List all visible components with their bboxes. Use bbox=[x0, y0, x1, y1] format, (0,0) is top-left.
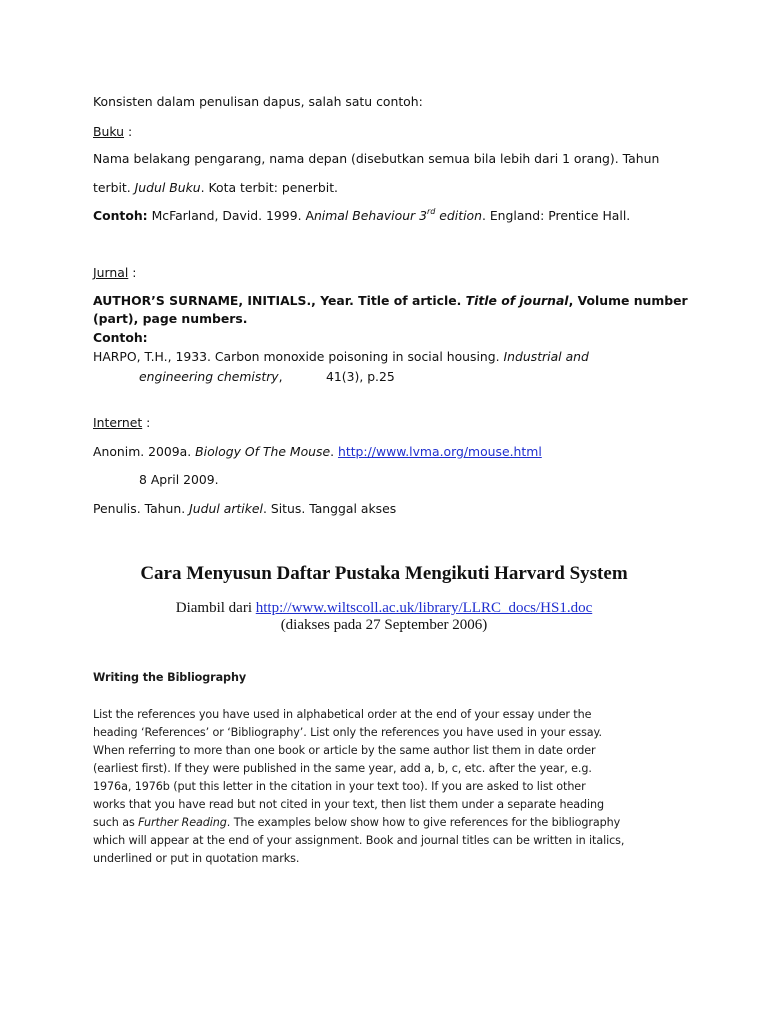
buku-example-label: Contoh: bbox=[93, 208, 148, 223]
internet-example-author: Anonim. 2009a. bbox=[93, 444, 196, 459]
bibliography-line: heading ‘References’ or ‘Bibliography’. List only the references you have used in your essay. bbox=[93, 726, 602, 739]
internet-heading-label: Internet bbox=[93, 415, 143, 430]
harvard-title: Cara Menyusun Daftar Pustaka Mengikuti Harvard System bbox=[140, 563, 628, 584]
jurnal-heading-colon: : bbox=[128, 265, 137, 280]
internet-format-text: Penulis. Tahun. bbox=[93, 501, 190, 516]
internet-example-title: Biology Of The Mouse bbox=[195, 444, 331, 459]
bibliography-further-reading: Further Reading bbox=[138, 816, 227, 829]
internet-example bbox=[93, 444, 542, 459]
bibliography-line: works that you have read but not cited in your text, then list them under a separate heading bbox=[93, 798, 604, 811]
harvard-source-link[interactable]: http://www.wiltscoll.ac.uk/library/LLRC_docs/HS1.doc bbox=[255, 600, 593, 616]
buku-format-line1: Nama belakang pengarang, nama depan (disebutkan semua bila lebih dari 1 orang). Tahun bbox=[93, 151, 660, 166]
internet-format-text-end: . Situs. Tanggal akses bbox=[262, 501, 397, 516]
jurnal-example-volume: 41(3), p.25 bbox=[326, 369, 395, 384]
bibliography-line: (earliest first). If they were published in the same year, add a, b, c, etc. after the year, e.g. bbox=[93, 762, 592, 775]
buku-heading-label: Buku bbox=[93, 124, 125, 139]
buku-format-text: terbit. bbox=[93, 180, 135, 195]
bibliography-line: When referring to more than one book or article by the same author list them in date order bbox=[93, 744, 596, 757]
jurnal-example-line2 bbox=[139, 369, 283, 384]
jurnal-heading bbox=[93, 265, 136, 280]
jurnal-format-text: AUTHOR’S SURNAME, INITIALS., Year. Title of article. bbox=[93, 293, 466, 308]
bibliography-line: which will appear at the end of your assignment. Book and journal titles can be written in italics, bbox=[93, 834, 625, 847]
internet-format-title: Judul artikel bbox=[189, 501, 263, 516]
buku-format-text-end: . Kota terbit: penerbit. bbox=[200, 180, 338, 195]
jurnal-example-author: HARPO, T.H., 1933. Carbon monoxide poisoning in social housing. bbox=[93, 349, 504, 364]
bibliography-heading: Writing the Bibliography bbox=[93, 671, 247, 684]
bibliography-line: underlined or put in quotation marks. bbox=[93, 852, 300, 865]
harvard-source-prefix: Diambil dari bbox=[175, 600, 256, 616]
buku-format-line2 bbox=[93, 180, 338, 195]
jurnal-example-label: Contoh: bbox=[93, 330, 148, 345]
internet-example-date: 8 April 2009. bbox=[139, 472, 219, 487]
bibliography-line-text: such as bbox=[93, 816, 139, 829]
jurnal-format-line2: (part), page numbers. bbox=[93, 311, 248, 326]
bibliography-line: List the references you have used in alphabetical order at the end of your essay under the bbox=[93, 708, 592, 721]
internet-heading bbox=[93, 415, 150, 430]
buku-format-title: Judul Buku bbox=[134, 180, 201, 195]
buku-example-edition: edition bbox=[435, 208, 482, 223]
jurnal-format-journal: Title of journal bbox=[465, 293, 569, 308]
buku-example bbox=[93, 207, 630, 223]
buku-example-publisher: . England: Prentice Hall. bbox=[481, 208, 631, 223]
buku-heading bbox=[93, 124, 132, 139]
harvard-source bbox=[0, 600, 768, 617]
bibliography-line-text-end: . The examples below show how to give references for the bibliography bbox=[226, 816, 621, 829]
bibliography-line: 1976a, 1976b (put this letter in the citation in your text too). If you are asked to list other bbox=[93, 780, 586, 793]
buku-example-author: McFarland, David. 1999. A bbox=[147, 208, 314, 223]
internet-example-sep: . bbox=[330, 444, 338, 459]
buku-heading-colon: : bbox=[124, 124, 133, 139]
internet-format bbox=[93, 501, 396, 516]
jurnal-example-journal: Industrial and bbox=[503, 349, 589, 364]
jurnal-format-volume: , Volume number bbox=[568, 293, 688, 308]
jurnal-format-line1 bbox=[93, 293, 688, 308]
jurnal-example-journal-cont: engineering chemistry bbox=[139, 369, 279, 384]
intro-text: Konsisten dalam penulisan dapus, salah satu contoh: bbox=[93, 94, 423, 109]
internet-heading-colon: : bbox=[142, 415, 151, 430]
harvard-accessed: (diakses pada 27 September 2006) bbox=[280, 617, 488, 633]
bibliography-paragraph bbox=[93, 706, 683, 868]
jurnal-example-line1 bbox=[93, 349, 589, 364]
jurnal-heading-label: Jurnal bbox=[93, 265, 129, 280]
buku-example-sup: rd bbox=[426, 207, 436, 216]
internet-example-link[interactable]: http://www.lvma.org/mouse.html bbox=[337, 444, 542, 459]
jurnal-example-comma: , bbox=[278, 369, 283, 384]
bibliography-line bbox=[93, 814, 683, 832]
buku-example-title: nimal Behaviour 3 bbox=[313, 208, 427, 223]
